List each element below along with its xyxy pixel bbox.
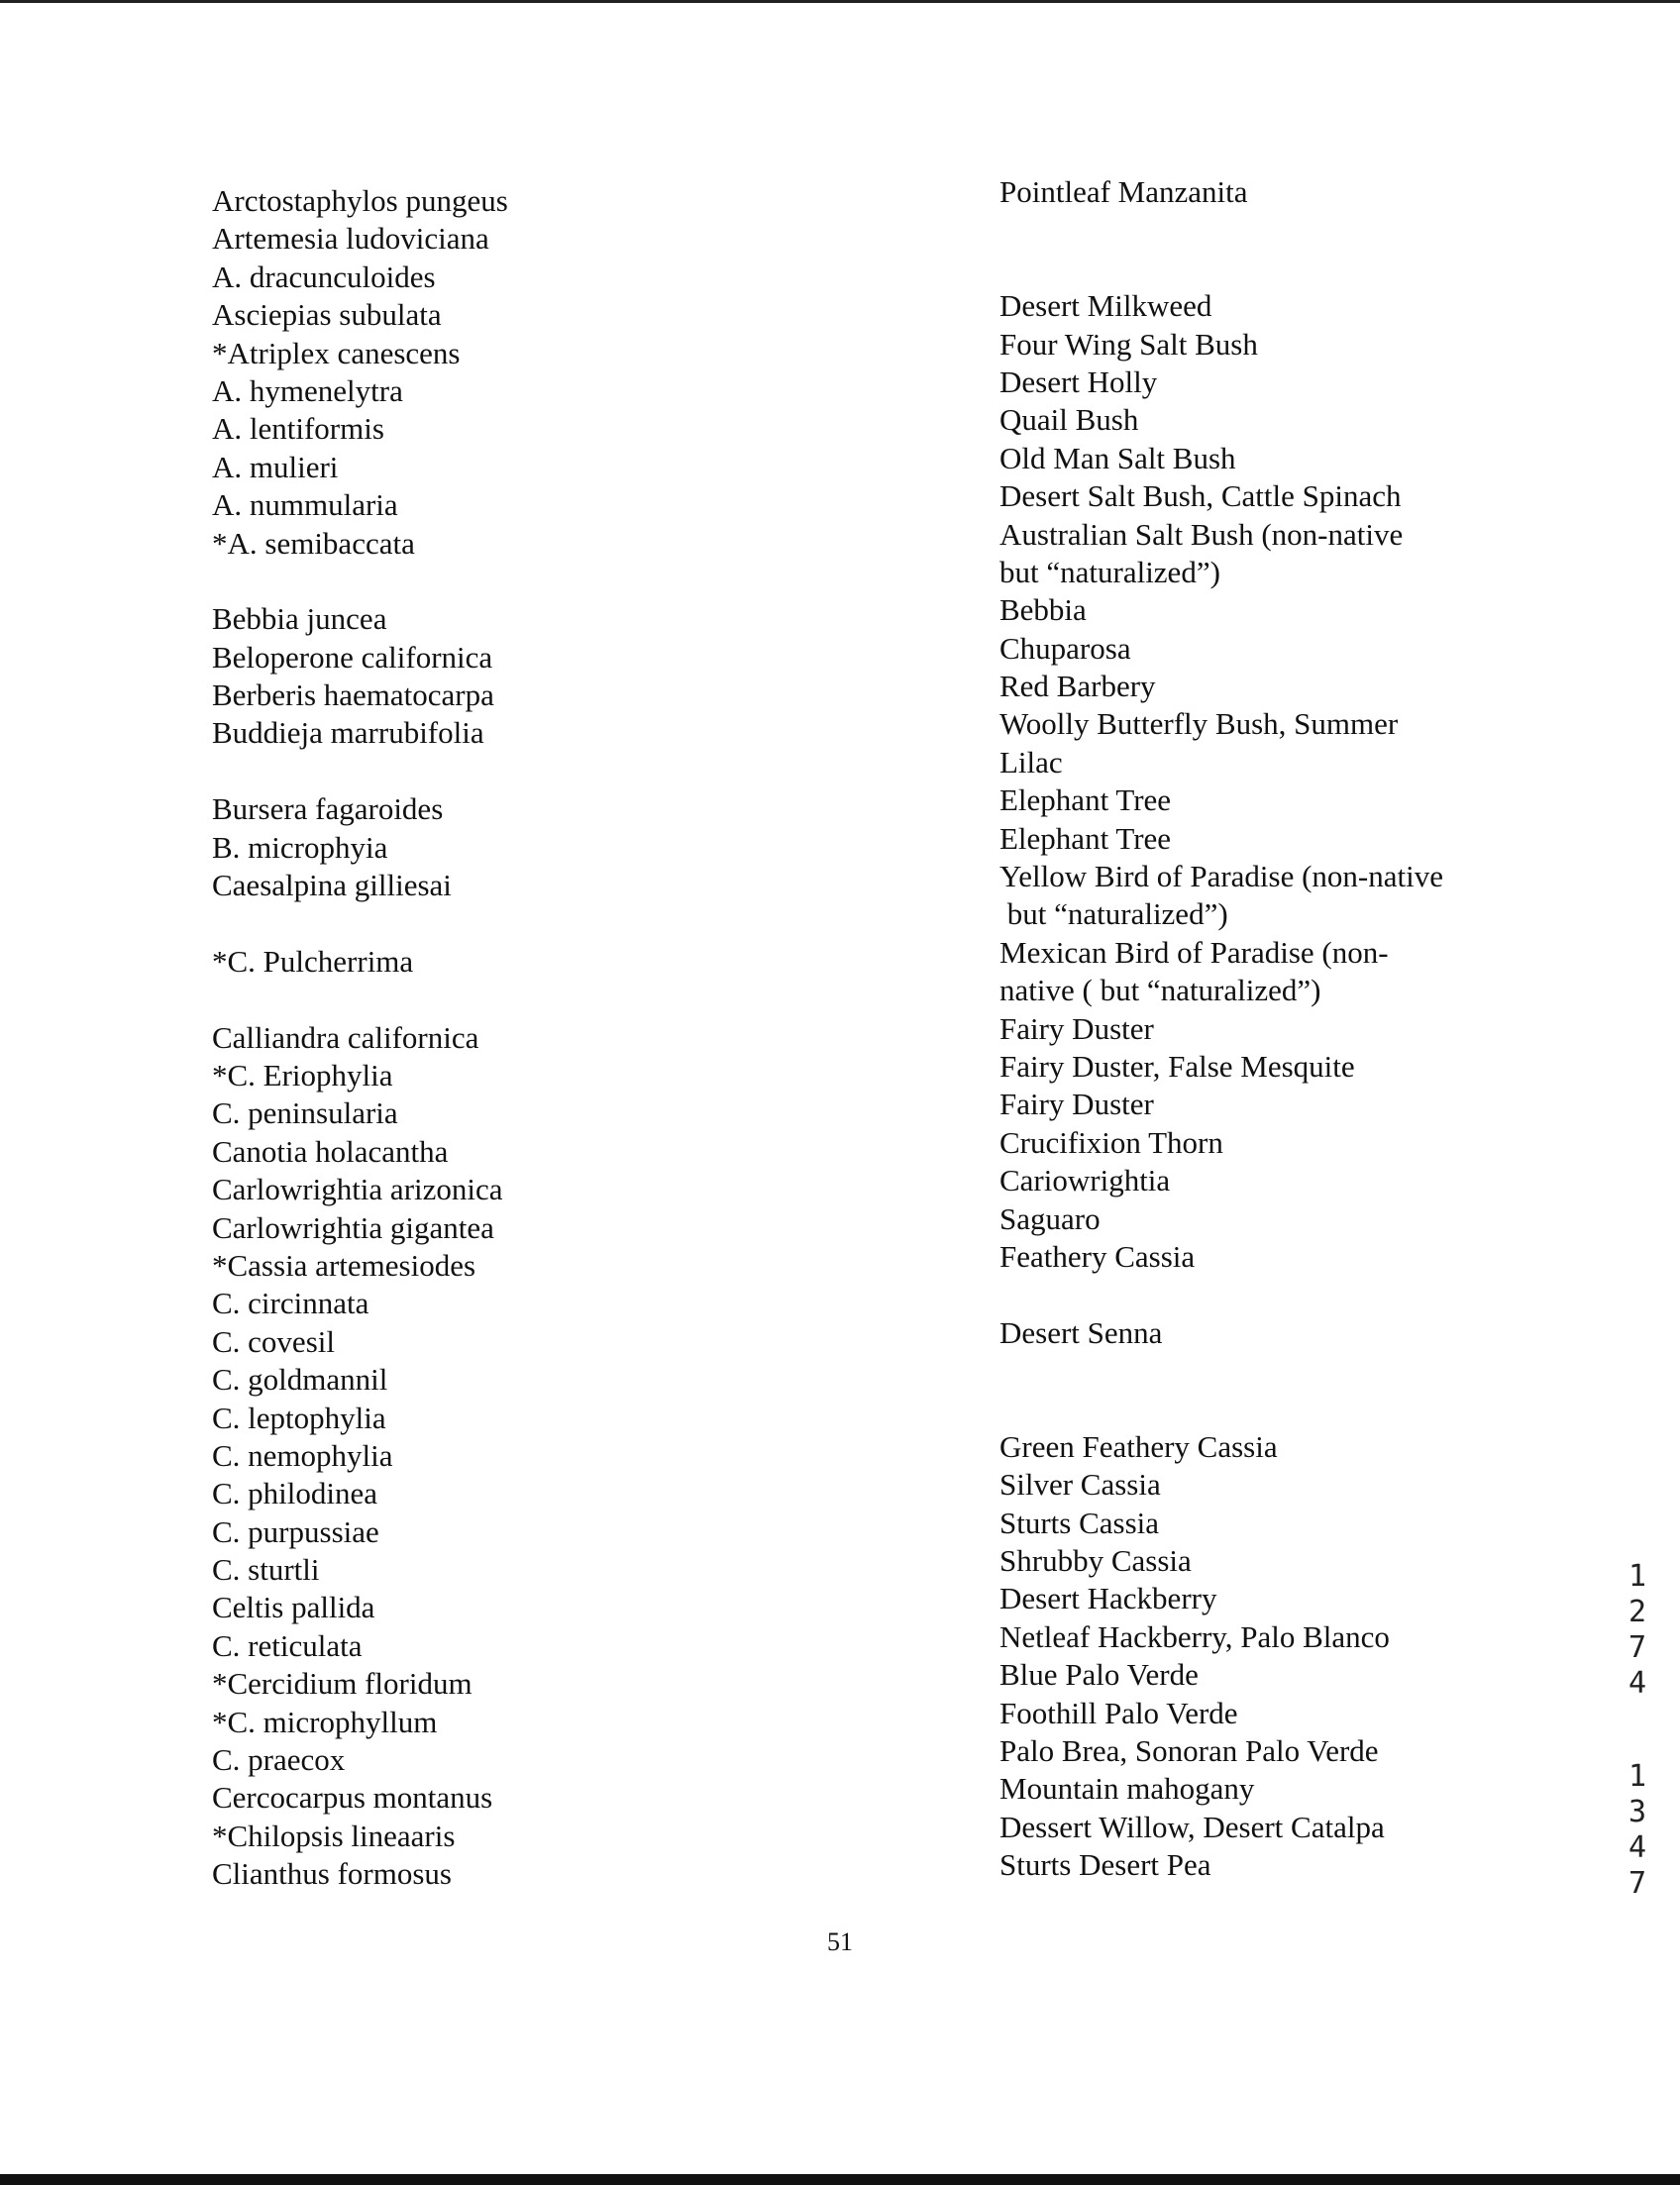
- side-stamp-group-1: [1623, 1559, 1652, 1702]
- scientific-name: *Atriplex canescens: [212, 335, 461, 370]
- stamp-digit: 1: [1628, 1559, 1647, 1594]
- scientific-name: C. philodinea: [212, 1476, 378, 1511]
- common-name: Crucifixion Thorn: [999, 1124, 1223, 1160]
- scientific-name: *C. Eriophylia: [212, 1057, 393, 1092]
- common-name: Saguaro: [999, 1200, 1101, 1236]
- common-name: [999, 1391, 1554, 1428]
- common-name: Desert Salt Bush, Cattle Spinach: [999, 478, 1402, 514]
- common-name: Fairy Duster: [999, 1087, 1154, 1122]
- scientific-name: [212, 753, 846, 790]
- common-name: [999, 250, 1554, 287]
- side-stamp-group-2: [1623, 1759, 1652, 1902]
- common-name: Foothill Palo Verde: [999, 1695, 1238, 1730]
- scientific-name: *C. Pulcherrima: [212, 943, 414, 979]
- scan-top-edge: [0, 0, 1680, 3]
- scientific-name: C. reticulata: [212, 1627, 363, 1663]
- common-name: Desert Holly: [999, 364, 1158, 399]
- common-name: [999, 1352, 1554, 1390]
- common-name: Mexican Bird of Paradise (non-: [999, 934, 1389, 970]
- scientific-name: Carlowrightia arizonica: [212, 1172, 503, 1207]
- scientific-name: C. circinnata: [212, 1286, 369, 1321]
- scientific-name: Caesalpina gilliesai: [212, 868, 452, 903]
- common-name: Old Man Salt Bush: [999, 440, 1236, 475]
- scientific-name: Buddieja marrubifolia: [212, 715, 484, 751]
- common-name: Palo Brea, Sonoran Palo Verde: [999, 1733, 1379, 1769]
- common-name: Yellow Bird of Paradise (non-native: [999, 859, 1444, 894]
- scientific-name: C. peninsularia: [212, 1095, 398, 1131]
- common-name: Elephant Tree: [999, 820, 1172, 856]
- common-name: Shrubby Cassia: [999, 1543, 1192, 1579]
- stamp-digit: 7: [1628, 1866, 1647, 1901]
- scientific-name: *C. microphyllum: [212, 1704, 438, 1739]
- common-name: Desert Senna: [999, 1314, 1163, 1350]
- scan-bottom-edge: [0, 2174, 1680, 2185]
- scientific-name: Canotia holacantha: [212, 1133, 449, 1169]
- common-name: [999, 1276, 1554, 1313]
- scientific-name: C. leptophylia: [212, 1400, 386, 1435]
- stamp-digit: 4: [1628, 1830, 1647, 1865]
- common-name: but “naturalized”): [999, 554, 1220, 589]
- scientific-name: *A. semibaccata: [212, 525, 415, 561]
- scientific-name: Bebbia juncea: [212, 601, 387, 637]
- common-name: native ( but “naturalized”): [999, 973, 1321, 1008]
- scientific-name: C. purpussiae: [212, 1513, 379, 1549]
- scientific-name: C. sturtli: [212, 1552, 320, 1588]
- scientific-name: Calliandra californica: [212, 1019, 479, 1055]
- common-name: Australian Salt Bush (non-native: [999, 516, 1404, 552]
- common-name: Chuparosa: [999, 630, 1131, 666]
- common-name: Cariowrightia: [999, 1163, 1171, 1198]
- scientific-name: Celtis pallida: [212, 1590, 375, 1625]
- scientific-name: *Chilopsis lineaaris: [212, 1818, 456, 1853]
- scientific-name: C. praecox: [212, 1742, 346, 1778]
- scientific-name: Artemesia ludoviciana: [212, 221, 489, 257]
- scientific-name: [212, 981, 846, 1018]
- common-name: Sturts Desert Pea: [999, 1847, 1211, 1883]
- scientific-name: Beloperone californica: [212, 639, 493, 675]
- page-number: 51: [827, 1927, 853, 1956]
- common-names-column: [999, 173, 1554, 1885]
- scientific-name: C. covesil: [212, 1323, 335, 1359]
- scientific-name: C. nemophylia: [212, 1437, 393, 1473]
- scientific-name: A. dracunculoides: [212, 259, 436, 294]
- scientific-name: Cercocarpus montanus: [212, 1780, 493, 1816]
- stamp-digit: 4: [1628, 1666, 1647, 1701]
- common-name: Green Feathery Cassia: [999, 1428, 1278, 1464]
- common-name: Mountain mahogany: [999, 1771, 1255, 1807]
- common-name: Red Barbery: [999, 669, 1156, 704]
- scientific-name: A. hymenelytra: [212, 372, 403, 408]
- scientific-name: *Cassia artemesiodes: [212, 1247, 476, 1283]
- common-name: but “naturalized”): [999, 896, 1228, 932]
- scientific-name: [212, 563, 846, 600]
- stamp-digit: 3: [1628, 1795, 1647, 1829]
- common-name: Pointleaf Manzanita: [999, 174, 1248, 209]
- scientific-name: Asciepias subulata: [212, 297, 442, 333]
- common-name: Blue Palo Verde: [999, 1657, 1199, 1693]
- common-name: Fairy Duster: [999, 1010, 1154, 1046]
- common-name: Woolly Butterfly Bush, Summer: [999, 706, 1399, 742]
- common-name: Silver Cassia: [999, 1467, 1161, 1503]
- scientific-name: Arctostaphylos pungeus: [212, 183, 508, 218]
- common-name: Fairy Duster, False Mesquite: [999, 1048, 1355, 1084]
- common-name: [999, 211, 1554, 249]
- common-name: Desert Hackberry: [999, 1581, 1217, 1616]
- scientific-name: Bursera fagaroides: [212, 791, 444, 827]
- common-name: Desert Milkweed: [999, 288, 1212, 324]
- common-name: Lilac: [999, 744, 1063, 780]
- common-name: Elephant Tree: [999, 782, 1172, 818]
- common-name: Quail Bush: [999, 402, 1139, 438]
- scientific-name: B. microphyia: [212, 829, 388, 865]
- scientific-name: *Cercidium floridum: [212, 1666, 472, 1702]
- stamp-digit: 1: [1628, 1759, 1647, 1794]
- common-name: Four Wing Salt Bush: [999, 326, 1258, 362]
- common-name: Bebbia: [999, 592, 1087, 628]
- common-name: Dessert Willow, Desert Catalpa: [999, 1809, 1385, 1844]
- common-name: Feathery Cassia: [999, 1238, 1196, 1274]
- stamp-digit: 2: [1628, 1595, 1647, 1629]
- common-name: Sturts Cassia: [999, 1505, 1160, 1540]
- stamp-digit: 7: [1628, 1630, 1647, 1665]
- scientific-names-column: [212, 182, 846, 1894]
- scientific-name: Clianthus formosus: [212, 1856, 452, 1892]
- common-name: Netleaf Hackberry, Palo Blanco: [999, 1618, 1390, 1654]
- scientific-name: A. lentiformis: [212, 411, 384, 447]
- scientific-name: Berberis haematocarpa: [212, 677, 494, 713]
- scientific-name: C. goldmannil: [212, 1362, 388, 1398]
- scientific-name: [212, 904, 846, 942]
- scientific-name: A. nummularia: [212, 487, 398, 523]
- scientific-name: Carlowrightia gigantea: [212, 1209, 494, 1245]
- scientific-name: A. mulieri: [212, 449, 339, 484]
